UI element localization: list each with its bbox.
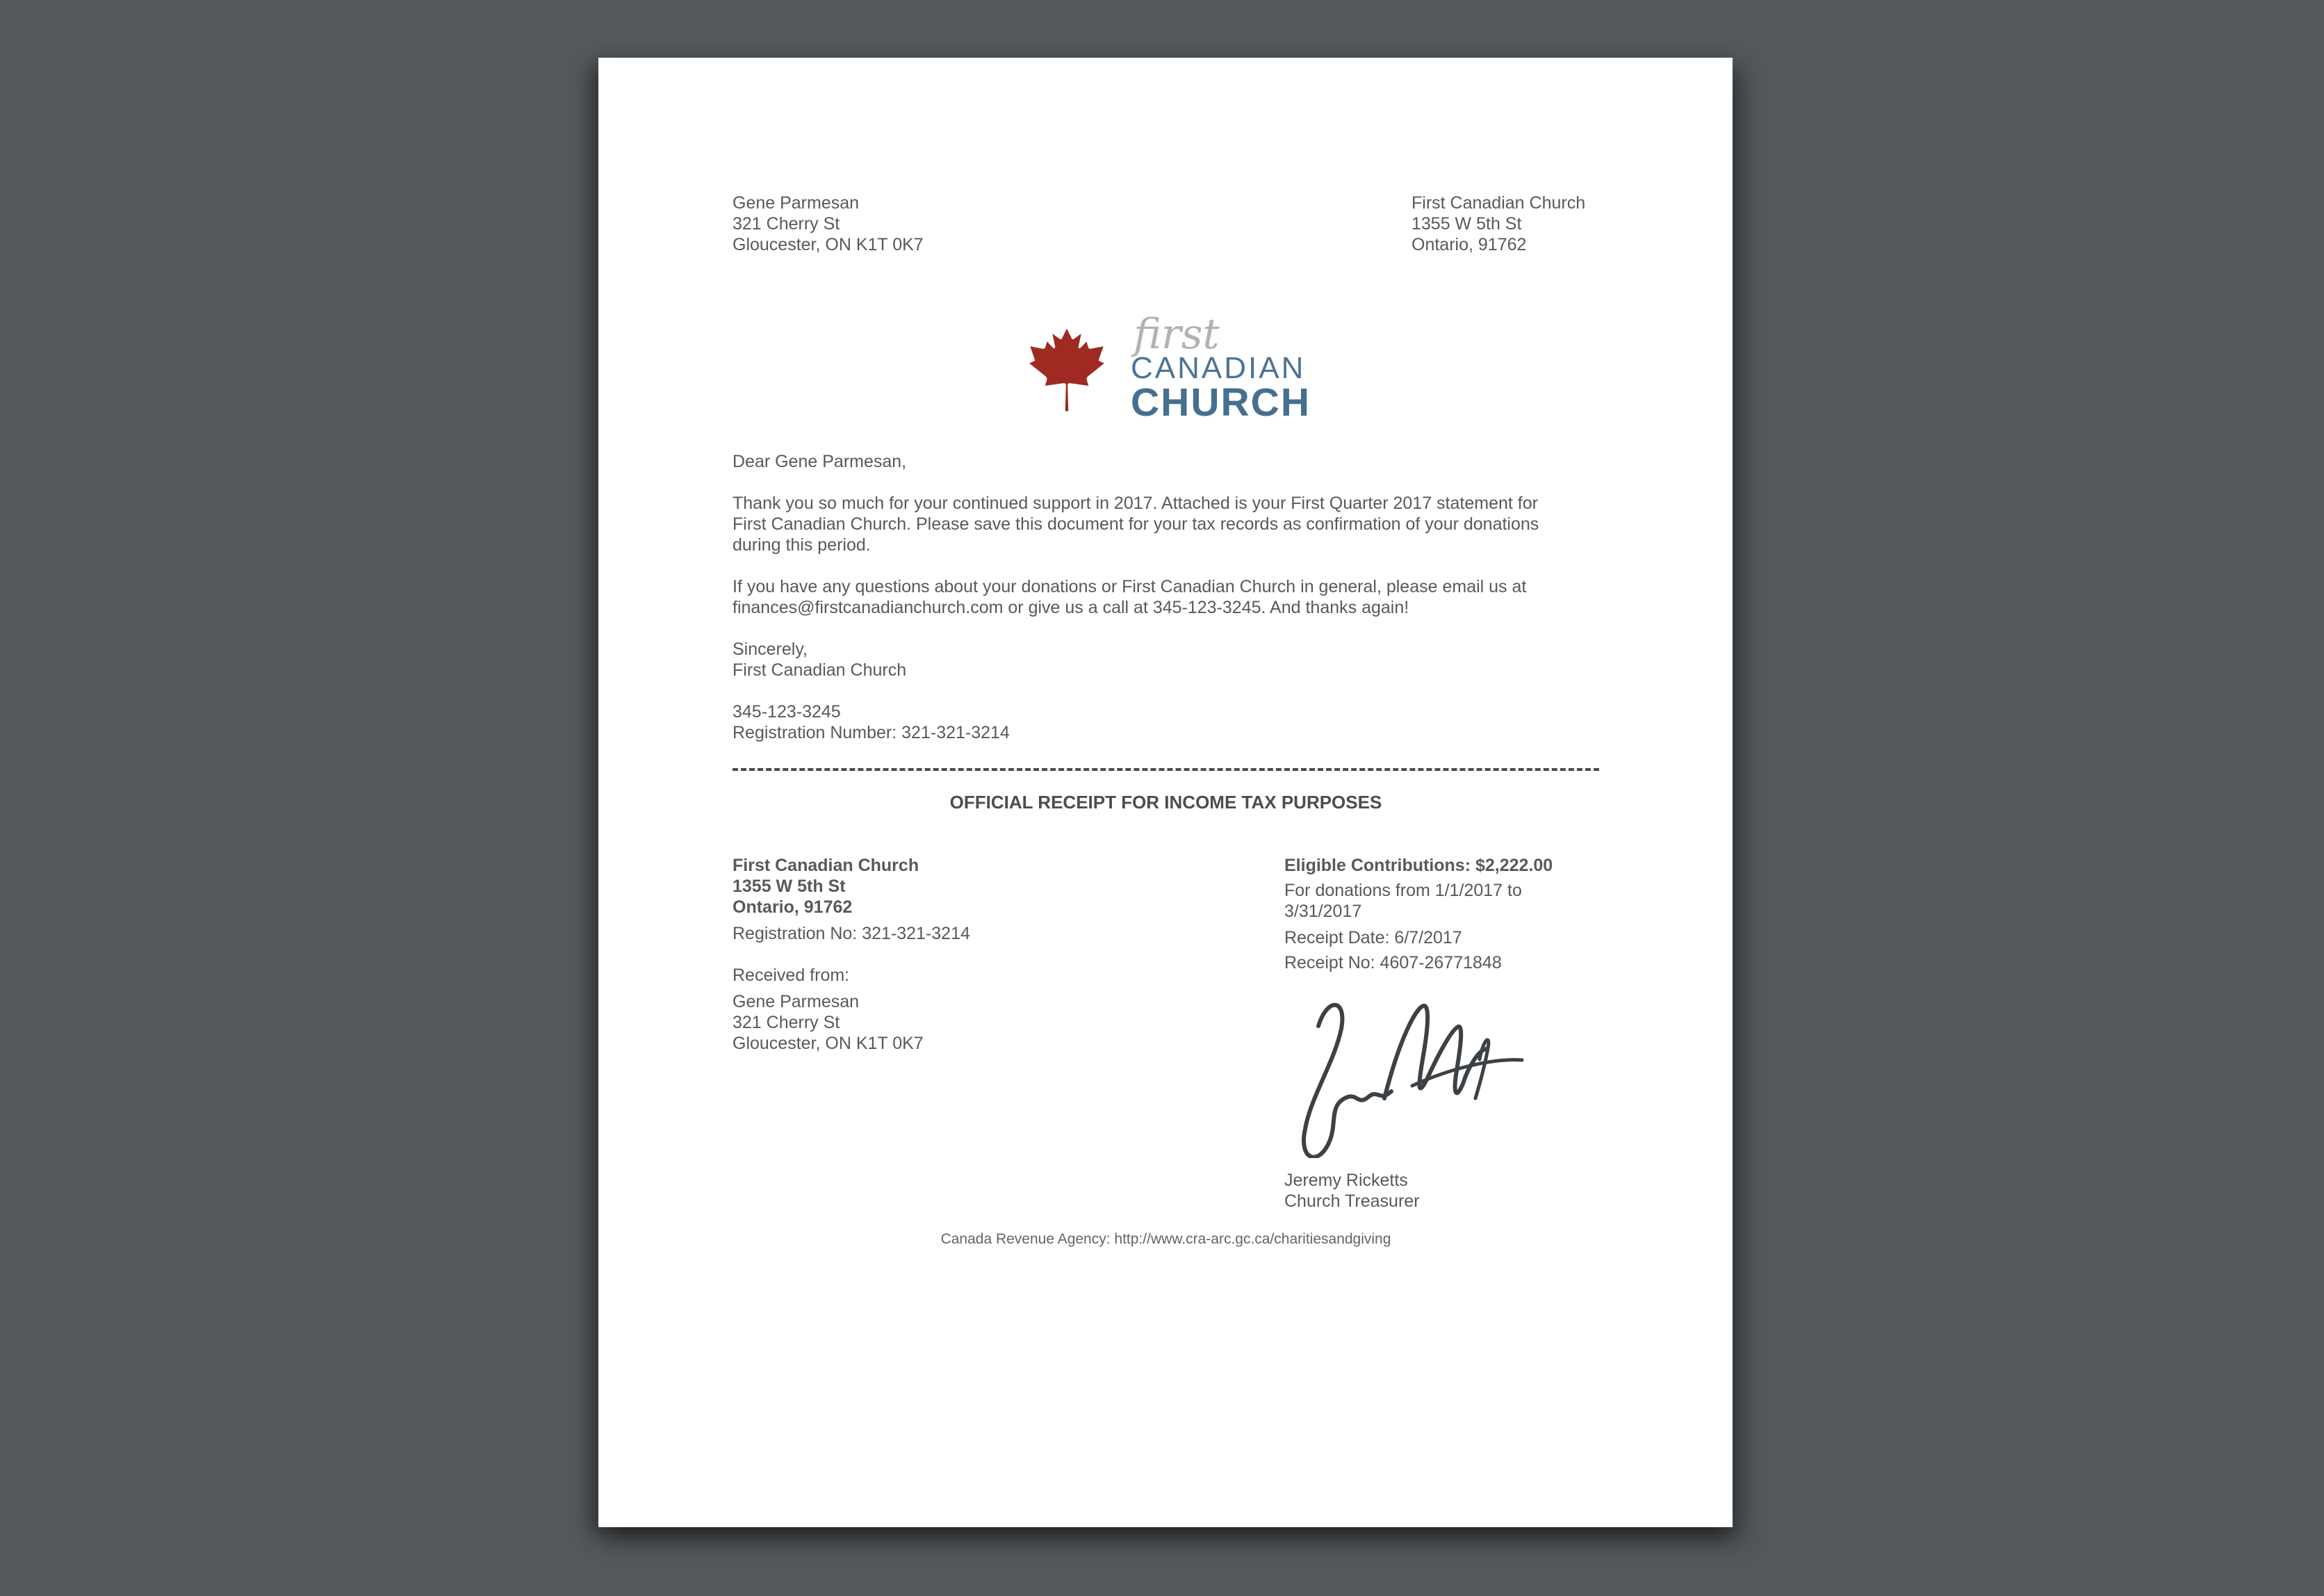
receipt-heading: OFFICIAL RECEIPT FOR INCOME TAX PURPOSES bbox=[949, 792, 1382, 813]
receipt-date: Receipt Date: 6/7/2017 bbox=[1284, 928, 1462, 947]
letterhead-addresses bbox=[733, 193, 1599, 255]
receipt-org-city: Ontario, 91762 bbox=[733, 897, 853, 917]
donor-address-block bbox=[733, 193, 924, 255]
receipt-org-column bbox=[733, 855, 1177, 1054]
donor-city: Gloucester, ON K1T 0K7 bbox=[733, 235, 924, 254]
signer-title: Church Treasurer bbox=[1284, 1191, 1420, 1211]
signer-block bbox=[1284, 1170, 1598, 1212]
church-logo bbox=[733, 310, 1599, 425]
signoff: First Canadian Church bbox=[733, 660, 907, 680]
letter-body bbox=[733, 451, 1599, 743]
church-address-block bbox=[1411, 193, 1599, 255]
salutation: Dear Gene Parmesan, bbox=[733, 452, 907, 471]
donation-period: For donations from 1/1/2017 to 3/31/2017 bbox=[1284, 881, 1522, 921]
maple-leaf-icon bbox=[1021, 319, 1113, 421]
donor-street: 321 Cherry St bbox=[733, 214, 840, 234]
paragraph-thanks: Thank you so much for your continued support in 2017. Attached is your First Quarter 2017 statement for First Canadian Church. Please save this document for your tax records as confirmation of your donations during this period. bbox=[733, 494, 1539, 555]
closing-block bbox=[733, 639, 1573, 681]
receipt-org-street: 1355 W 5th St bbox=[733, 877, 846, 896]
receipt-donor-street: 321 Cherry St bbox=[733, 1013, 840, 1032]
document-page bbox=[598, 58, 1733, 1527]
logo-word-canadian: CANADIAN bbox=[1131, 351, 1306, 385]
church-street: 1355 W 5th St bbox=[1411, 214, 1522, 234]
receipt-org-name: First Canadian Church bbox=[733, 856, 919, 875]
receipt-details-column bbox=[1284, 855, 1598, 1212]
receipt-number: Receipt No: 4607-26771848 bbox=[1284, 953, 1502, 972]
eligible-contributions: Eligible Contributions: $2,222.00 bbox=[1284, 856, 1553, 875]
donor-name: Gene Parmesan bbox=[733, 193, 860, 213]
logo-wordmark bbox=[1131, 310, 1311, 425]
contact-block bbox=[733, 701, 1573, 743]
signer-name: Jeremy Ricketts bbox=[1284, 1171, 1408, 1190]
logo-word-first: first bbox=[1134, 310, 1220, 359]
logo-word-church: CHURCH bbox=[1131, 380, 1311, 425]
church-city: Ontario, 91762 bbox=[1411, 235, 1527, 254]
received-from-label: Received from: bbox=[733, 966, 850, 985]
registration-number: Registration Number: 321-321-3214 bbox=[733, 723, 1010, 742]
church-name: First Canadian Church bbox=[1411, 193, 1586, 213]
closing: Sincerely, bbox=[733, 640, 808, 659]
cra-footer: Canada Revenue Agency: http://www.cra-arc.gc.ca/charitiesandgiving bbox=[940, 1231, 1391, 1247]
treasurer-signature bbox=[1280, 993, 1548, 1158]
receipt-donor-city: Gloucester, ON K1T 0K7 bbox=[733, 1034, 924, 1053]
receipt-donor-name: Gene Parmesan bbox=[733, 992, 860, 1011]
receipt-org-registration: Registration No: 321-321-3214 bbox=[733, 924, 970, 943]
dashed-divider bbox=[733, 768, 1599, 771]
paragraph-questions: If you have any questions about your donations or First Canadian Church in general, please email us at finances@firstcanadianchurch.com or give us a call at 345-123-3245. And thanks again! bbox=[733, 577, 1527, 617]
phone-number: 345-123-3245 bbox=[733, 702, 841, 722]
receipt-section bbox=[733, 855, 1599, 1210]
